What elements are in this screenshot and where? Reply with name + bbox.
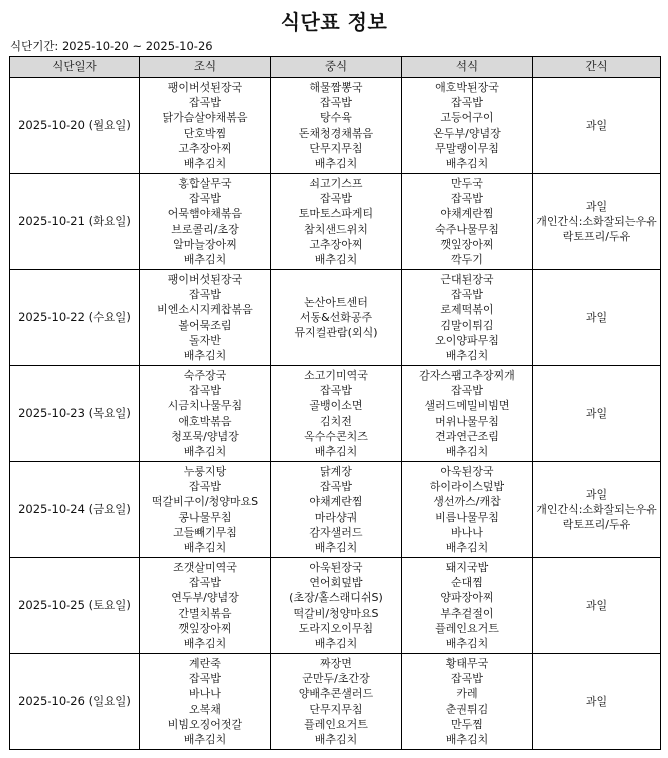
menu-item: 참치샌드위치 — [304, 222, 368, 236]
menu-item: 뮤지컬관람(외식) — [294, 326, 378, 340]
menu-item: 근대된장국 — [440, 272, 494, 286]
menu-item: 돈채청경채볶음 — [298, 126, 374, 140]
table-row — [10, 654, 661, 750]
lunch-cell — [271, 654, 402, 750]
menu-item: 군만두/초간장 — [302, 672, 370, 686]
menu-item: 비엔소시지케찹볶음 — [157, 303, 253, 317]
menu-item: 팽이버섯된장국 — [167, 80, 243, 94]
menu-item: 부추겉절이 — [440, 606, 494, 620]
menu-item: 양파장아찌 — [440, 591, 494, 605]
menu-item: 어묵햄야채볶음 — [167, 207, 243, 221]
menu-item: 아욱된장국 — [309, 560, 363, 574]
menu-item: 무말랭이무침 — [435, 141, 499, 155]
dinner-cell — [402, 654, 533, 750]
dinner-cell — [402, 366, 533, 462]
menu-item: 배추김치 — [183, 732, 227, 746]
snack-cell — [533, 366, 661, 462]
menu-item: 배추김치 — [314, 540, 358, 554]
menu-item: 콩나물무침 — [178, 510, 232, 524]
menu-item: 배추김치 — [183, 540, 227, 554]
menu-item: 고들빼기무침 — [173, 525, 237, 539]
menu-item: 오이양파무침 — [435, 333, 499, 347]
header-date: 식단일자 — [10, 57, 140, 78]
menu-item: 과일 — [585, 487, 608, 501]
menu-item: 단무지무침 — [309, 702, 363, 716]
table-row — [10, 270, 661, 366]
lunch-cell — [271, 174, 402, 270]
menu-item: 잡곡밥 — [451, 672, 483, 686]
menu-item: 잡곡밥 — [189, 288, 221, 302]
menu-item: 배추김치 — [314, 252, 358, 266]
menu-item: 하이라이스덮밥 — [429, 480, 505, 494]
breakfast-cell — [140, 78, 271, 174]
menu-item: 도라지오이무침 — [298, 621, 374, 635]
menu-item: 배추김치 — [445, 444, 489, 458]
menu-item: 플레인요거트 — [435, 621, 499, 635]
lunch-cell — [271, 366, 402, 462]
header-breakfast: 조식 — [140, 57, 271, 78]
menu-item: 야채계란찜 — [309, 495, 363, 509]
lunch-cell — [271, 462, 402, 558]
menu-item: 쇠고기스프 — [309, 176, 363, 190]
menu-item: 연두부/양념장 — [171, 591, 239, 605]
menu-item: 락토프리/두유 — [562, 518, 631, 532]
menu-item: 배추김치 — [445, 636, 489, 650]
menu-item: 짜장면 — [320, 656, 352, 670]
menu-item: 잡곡밥 — [189, 576, 221, 590]
meal-table-body — [10, 78, 661, 750]
menu-item: 과일 — [585, 694, 608, 708]
meal-table — [9, 56, 661, 750]
snack-cell — [533, 462, 661, 558]
menu-item: 잡곡밥 — [189, 672, 221, 686]
menu-item: 비름나물무침 — [435, 510, 499, 524]
menu-item: 돌자반 — [189, 333, 221, 347]
menu-item: 과일 — [585, 310, 608, 324]
menu-item: 오복채 — [189, 702, 221, 716]
menu-item: 견과연근조림 — [435, 429, 499, 443]
menu-item: 고추장아찌 — [178, 141, 232, 155]
menu-item: 애호박볶음 — [178, 414, 232, 428]
menu-item: 마라샹궈 — [314, 510, 358, 524]
menu-item: 야채계란찜 — [440, 207, 494, 221]
snack-cell — [533, 558, 661, 654]
menu-item: 배추김치 — [445, 732, 489, 746]
menu-item: 만두국 — [451, 176, 483, 190]
date-cell: 2025-10-22 (수요일) — [10, 270, 140, 366]
snack-cell — [533, 174, 661, 270]
menu-item: 락토프리/두유 — [562, 230, 631, 244]
menu-item: 청포묵/양념장 — [171, 429, 239, 443]
menu-item: 팽이버섯된장국 — [167, 272, 243, 286]
dinner-cell — [402, 174, 533, 270]
menu-item: 잡곡밥 — [451, 192, 483, 206]
menu-item: 카레 — [456, 687, 478, 701]
menu-item: 논산아트센터 — [304, 295, 368, 309]
menu-item: 바나나 — [451, 525, 483, 539]
menu-item: 옥수수콘치즈 — [304, 429, 368, 443]
menu-item: 해물짬뽕국 — [309, 80, 363, 94]
menu-item: 잡곡밥 — [451, 96, 483, 110]
menu-item: 아욱된장국 — [440, 464, 494, 478]
menu-item: 만두찜 — [451, 717, 483, 731]
dinner-cell — [402, 462, 533, 558]
breakfast-cell — [140, 462, 271, 558]
menu-item: 감자스팸고추장찌개 — [419, 368, 515, 382]
menu-item: 숙주장국 — [183, 368, 227, 382]
menu-item: 잡곡밥 — [320, 192, 352, 206]
menu-item: 깻잎장아찌 — [440, 237, 494, 251]
dinner-cell — [402, 78, 533, 174]
menu-item: 떡갈비구이/청양마요S — [151, 495, 259, 509]
menu-item: 고등어구이 — [440, 111, 494, 125]
menu-item: 춘권튀김 — [445, 702, 489, 716]
menu-item: 비빔오징어젓갈 — [167, 717, 243, 731]
menu-item: 누룽지탕 — [183, 464, 227, 478]
date-cell: 2025-10-26 (일요일) — [10, 654, 140, 750]
menu-item: 샐러드메밀비빔면 — [424, 399, 510, 413]
menu-item: 잡곡밥 — [189, 480, 221, 494]
breakfast-cell — [140, 270, 271, 366]
menu-item: 잡곡밥 — [320, 480, 352, 494]
menu-item: 머위나물무침 — [435, 414, 499, 428]
menu-item: 배추김치 — [314, 732, 358, 746]
menu-item: 과일 — [585, 598, 608, 612]
menu-item: 떡갈비/청양마요S — [293, 606, 379, 620]
lunch-cell — [271, 558, 402, 654]
menu-item: 온두부/양념장 — [433, 126, 501, 140]
snack-cell — [533, 270, 661, 366]
menu-item: 조갯살미역국 — [173, 560, 237, 574]
menu-item: 배추김치 — [314, 444, 358, 458]
breakfast-cell — [140, 174, 271, 270]
breakfast-cell — [140, 366, 271, 462]
menu-item: 과일 — [585, 199, 608, 213]
menu-item: (초장/홀스래디쉬S) — [289, 591, 383, 605]
menu-item: 개인간식:소화잘되는우유 — [536, 502, 657, 516]
header-row — [10, 57, 661, 78]
menu-item: 플레인요거트 — [304, 717, 368, 731]
menu-item: 알마늘장아찌 — [173, 237, 237, 251]
menu-item: 김말이튀김 — [440, 318, 494, 332]
page-title: 식단표 정보 — [280, 10, 388, 34]
table-row — [10, 558, 661, 654]
menu-item: 배추김치 — [183, 444, 227, 458]
menu-item: 배추김치 — [445, 540, 489, 554]
menu-item: 시금치나물무침 — [167, 399, 243, 413]
menu-item: 탕수육 — [320, 111, 352, 125]
menu-item: 배추김치 — [183, 252, 227, 266]
header-snack: 간식 — [533, 57, 661, 78]
menu-item: 돼지국밥 — [445, 560, 489, 574]
header-dinner: 석식 — [402, 57, 533, 78]
dinner-cell — [402, 558, 533, 654]
menu-item: 연어회덮밥 — [309, 576, 363, 590]
menu-item: 김치전 — [320, 414, 352, 428]
menu-item: 순대찜 — [451, 576, 483, 590]
menu-item: 개인간식:소화잘되는우유 — [536, 214, 657, 228]
table-row — [10, 174, 661, 270]
breakfast-cell — [140, 654, 271, 750]
menu-item: 골뱅이소면 — [309, 399, 363, 413]
menu-item: 깻잎장아찌 — [178, 621, 232, 635]
menu-item: 닭가슴살야채볶음 — [162, 111, 248, 125]
menu-item: 과일 — [585, 406, 608, 420]
meal-period: 식단기간: 2025-10-20 ~ 2025-10-26 — [10, 39, 213, 53]
menu-item: 황태무국 — [445, 656, 489, 670]
menu-item: 생선까스/캐찹 — [433, 495, 501, 509]
menu-item: 배추김치 — [314, 636, 358, 650]
lunch-cell — [271, 270, 402, 366]
menu-item: 배추김치 — [445, 348, 489, 362]
table-row — [10, 366, 661, 462]
menu-item: 배추김치 — [445, 156, 489, 170]
menu-item: 로제떡볶이 — [440, 303, 494, 317]
menu-item: 숙주나물무침 — [435, 222, 499, 236]
snack-cell — [533, 654, 661, 750]
snack-cell — [533, 78, 661, 174]
menu-item: 잡곡밥 — [320, 384, 352, 398]
menu-item: 양배추콘샐러드 — [298, 687, 374, 701]
date-cell: 2025-10-20 (월요일) — [10, 78, 140, 174]
dinner-cell — [402, 270, 533, 366]
table-row — [10, 78, 661, 174]
menu-item: 잡곡밥 — [320, 96, 352, 110]
menu-item: 간멸치볶음 — [178, 606, 232, 620]
menu-item: 배추김치 — [183, 156, 227, 170]
table-row — [10, 462, 661, 558]
date-cell: 2025-10-23 (목요일) — [10, 366, 140, 462]
menu-item: 감자샐러드 — [309, 525, 363, 539]
menu-item: 잡곡밥 — [451, 384, 483, 398]
menu-item: 바나나 — [189, 687, 221, 701]
header-lunch: 중식 — [271, 57, 402, 78]
date-cell: 2025-10-24 (금요일) — [10, 462, 140, 558]
menu-item: 토마토스파게티 — [298, 207, 374, 221]
menu-item: 홍합살무국 — [178, 176, 232, 190]
menu-item: 잡곡밥 — [451, 288, 483, 302]
menu-item: 배추김치 — [314, 156, 358, 170]
date-cell: 2025-10-25 (토요일) — [10, 558, 140, 654]
menu-item: 깍두기 — [451, 252, 483, 266]
menu-item: 계란죽 — [189, 656, 221, 670]
menu-item: 잡곡밥 — [189, 384, 221, 398]
menu-item: 단호박찜 — [183, 126, 227, 140]
menu-item: 브로콜리/초장 — [171, 222, 239, 236]
menu-item: 고추장아찌 — [309, 237, 363, 251]
lunch-cell — [271, 78, 402, 174]
menu-item: 서동&선화공주 — [299, 310, 373, 324]
menu-item: 소고기미역국 — [304, 368, 368, 382]
menu-item: 잡곡밥 — [189, 96, 221, 110]
menu-item: 닭계장 — [320, 464, 352, 478]
menu-item: 단무지무침 — [309, 141, 363, 155]
menu-item: 배추김치 — [183, 348, 227, 362]
menu-item: 배추김치 — [183, 636, 227, 650]
menu-item: 애호박된장국 — [435, 80, 499, 94]
breakfast-cell — [140, 558, 271, 654]
menu-item: 잡곡밥 — [189, 192, 221, 206]
menu-item: 볼어묵조림 — [178, 318, 232, 332]
date-cell: 2025-10-21 (화요일) — [10, 174, 140, 270]
menu-item: 과일 — [585, 118, 608, 132]
